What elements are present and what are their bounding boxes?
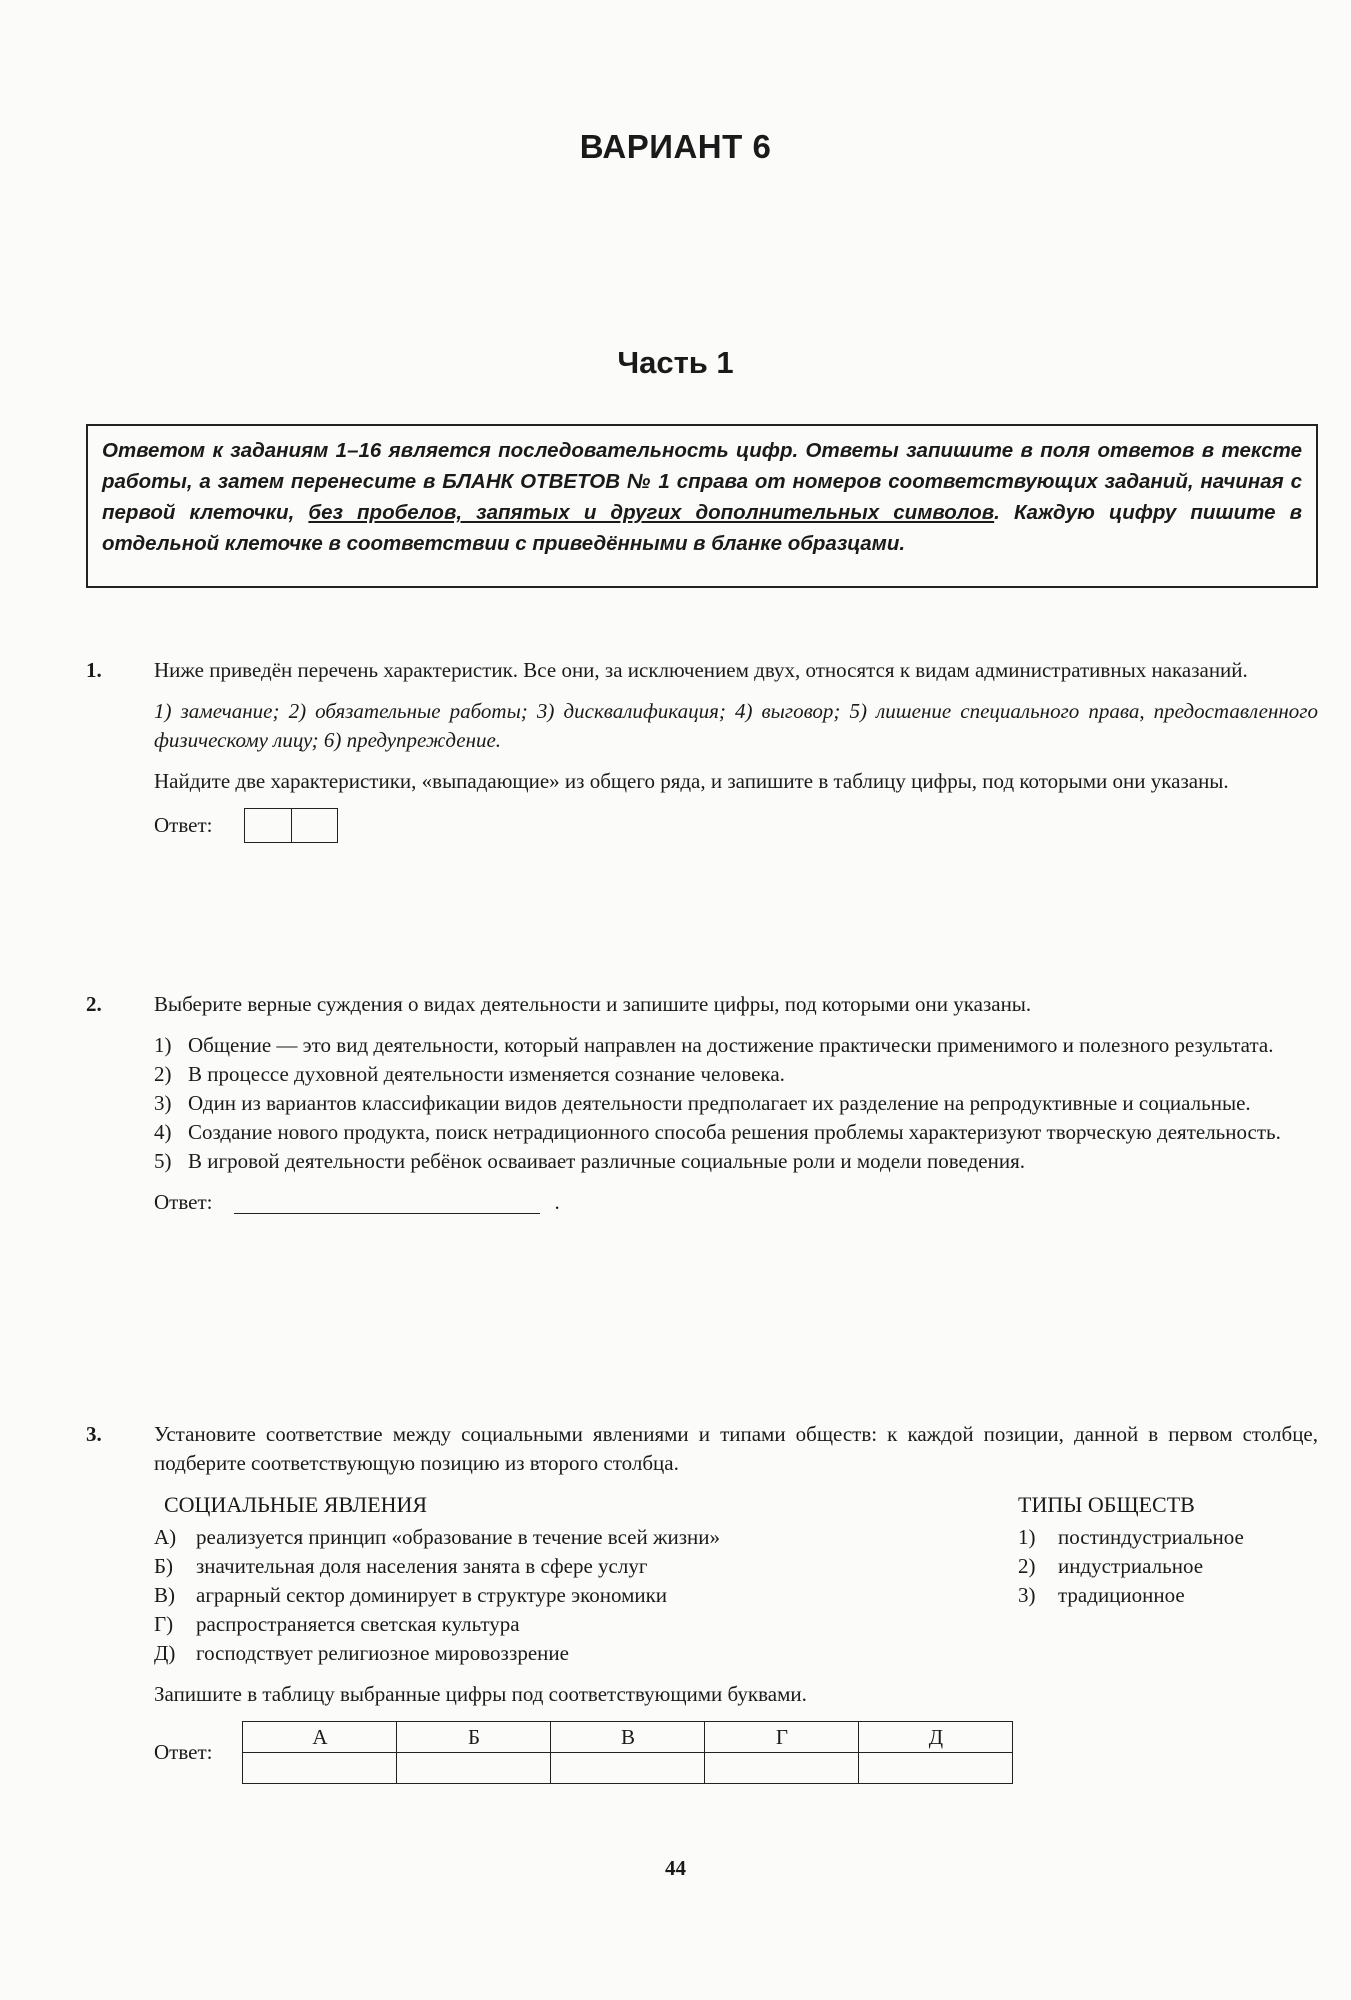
item-number: 1) <box>1018 1525 1036 1549</box>
item-text: индустриальное <box>1058 1554 1204 1578</box>
task-number: 3. <box>86 1422 102 1446</box>
task-2 <box>86 990 1318 1217</box>
answer-table <box>242 1721 1013 1784</box>
variant-title: ВАРИАНТ 6 <box>579 128 772 165</box>
part-title: Часть 1 <box>617 345 734 380</box>
item-letter: А) <box>154 1525 177 1549</box>
answer-label: Ответ: <box>154 1190 213 1214</box>
task-intro: Выберите верные суждения о видах деятельности и запишите цифры, под которыми они указаны. <box>154 992 1032 1016</box>
task-number: 1. <box>86 658 102 682</box>
option-item <box>154 1031 1318 1060</box>
option-item <box>154 1118 1318 1147</box>
answer-row <box>154 1188 1318 1217</box>
answer-row <box>154 808 1318 843</box>
table-header-cell: Г <box>705 1722 859 1753</box>
item-number: 2) <box>1018 1554 1036 1578</box>
option-text: Общение — это вид деятельности, который направлен на достижение практически применимого и полезного результата. <box>188 1033 1274 1057</box>
option-number: 1) <box>154 1033 172 1057</box>
instructions-text-end: . Каждую цифру пишите в отдельной клеточке в соответствии с приведёнными в бланке образцами. <box>102 501 1302 555</box>
item-text: распространяется светская культура <box>196 1612 520 1636</box>
matching-columns <box>154 1490 1318 1668</box>
task-intro: Ниже приведён перечень характеристик. Все они, за исключением двух, относятся к видам административных наказаний. <box>154 658 1248 682</box>
right-column <box>1018 1490 1318 1668</box>
option-number: 4) <box>154 1120 172 1144</box>
option-item <box>154 1147 1318 1176</box>
table-header-cell: Д <box>859 1722 1013 1753</box>
right-item <box>1018 1523 1318 1552</box>
left-item <box>154 1610 720 1639</box>
left-column <box>154 1490 720 1668</box>
table-instruction: Запишите в таблицу выбранные цифры под соответствующими буквами. <box>154 1682 807 1706</box>
option-item <box>154 1060 1318 1089</box>
table-answer-row <box>243 1753 1013 1784</box>
task-3 <box>86 1420 1318 1784</box>
option-number: 2) <box>154 1062 172 1086</box>
task-instruction: Найдите две характеристики, «выпадающие» из общего ряда, и запишите в таблицу цифры, под которыми они указаны. <box>154 769 1229 793</box>
instructions-underlined: без пробелов, запятых и других дополнительных символов <box>308 501 995 524</box>
table-header-row <box>243 1722 1013 1753</box>
left-item <box>154 1639 720 1668</box>
options-list <box>154 1031 1318 1176</box>
option-item <box>154 1089 1318 1118</box>
right-item <box>1018 1552 1318 1581</box>
answer-period: . <box>554 1190 560 1214</box>
task-1 <box>86 656 1318 843</box>
right-column-header: ТИПЫ ОБЩЕСТВ <box>1018 1492 1195 1517</box>
table-header-cell: А <box>243 1722 397 1753</box>
instructions-box <box>86 424 1318 588</box>
item-letter: Д) <box>154 1641 176 1665</box>
item-letter: В) <box>154 1583 175 1607</box>
answer-label: Ответ: <box>154 1740 213 1764</box>
item-number: 3) <box>1018 1583 1036 1607</box>
right-item <box>1018 1581 1318 1610</box>
left-column-header: СОЦИАЛЬНЫЕ ЯВЛЕНИЯ <box>164 1492 428 1517</box>
option-text: Один из вариантов классификации видов деятельности предполагает их разделение на репродуктивные и социальные. <box>188 1091 1251 1115</box>
table-header-cell: Б <box>397 1722 551 1753</box>
item-text: реализуется принцип «образование в течение всей жизни» <box>196 1525 720 1549</box>
page-number: 44 <box>665 1856 686 1880</box>
answer-cell[interactable] <box>245 809 291 842</box>
table-answer-cell[interactable] <box>551 1753 705 1784</box>
item-text: значительная доля населения занята в сфере услуг <box>196 1554 648 1578</box>
answer-cell[interactable] <box>291 809 337 842</box>
option-text: Создание нового продукта, поиск нетрадиционного способа решения проблемы характеризуют творческую деятельность. <box>188 1120 1281 1144</box>
table-header-cell: В <box>551 1722 705 1753</box>
left-item <box>154 1523 720 1552</box>
item-text: аграрный сектор доминирует в структуре экономики <box>196 1583 668 1607</box>
item-text: постиндустриальное <box>1058 1525 1244 1549</box>
table-answer-cell[interactable] <box>705 1753 859 1784</box>
task-list: 1) замечание; 2) обязательные работы; 3) дисквалификация; 4) выговор; 5) лишение специального права, предоставленного физическому лицу; 6) предупреждение. <box>154 699 1318 752</box>
left-item <box>154 1552 720 1581</box>
left-item <box>154 1581 720 1610</box>
answer-cells <box>244 808 338 843</box>
answer-line[interactable] <box>234 1191 540 1214</box>
item-text: традиционное <box>1058 1583 1185 1607</box>
answer-row <box>154 1721 1318 1784</box>
table-answer-cell[interactable] <box>397 1753 551 1784</box>
task-intro: Установите соответствие между социальными явлениями и типами обществ: к каждой позиции, данной в первом столбце, подберите соответствующую позицию из второго столбца. <box>154 1422 1318 1475</box>
item-letter: Б) <box>154 1554 174 1578</box>
item-text: господствует религиозное мировоззрение <box>196 1641 569 1665</box>
instructions-text-start: Ответом к заданиям 1–16 является последовательность цифр. Ответы запишите в поля ответов в тексте работы, а затем перенесите в БЛАНК ОТВЕТОВ № 1 справа от номеров соответствующих заданий, начиная с первой клеточки, <box>102 439 1302 524</box>
option-number: 5) <box>154 1149 172 1173</box>
answer-label: Ответ: <box>154 813 213 837</box>
table-answer-cell[interactable] <box>243 1753 397 1784</box>
option-number: 3) <box>154 1091 172 1115</box>
task-number: 2. <box>86 992 102 1016</box>
item-letter: Г) <box>154 1612 174 1636</box>
option-text: В игровой деятельности ребёнок осваивает различные социальные роли и модели поведения. <box>188 1149 1025 1173</box>
table-answer-cell[interactable] <box>859 1753 1013 1784</box>
option-text: В процессе духовной деятельности изменяется сознание человека. <box>188 1062 785 1086</box>
